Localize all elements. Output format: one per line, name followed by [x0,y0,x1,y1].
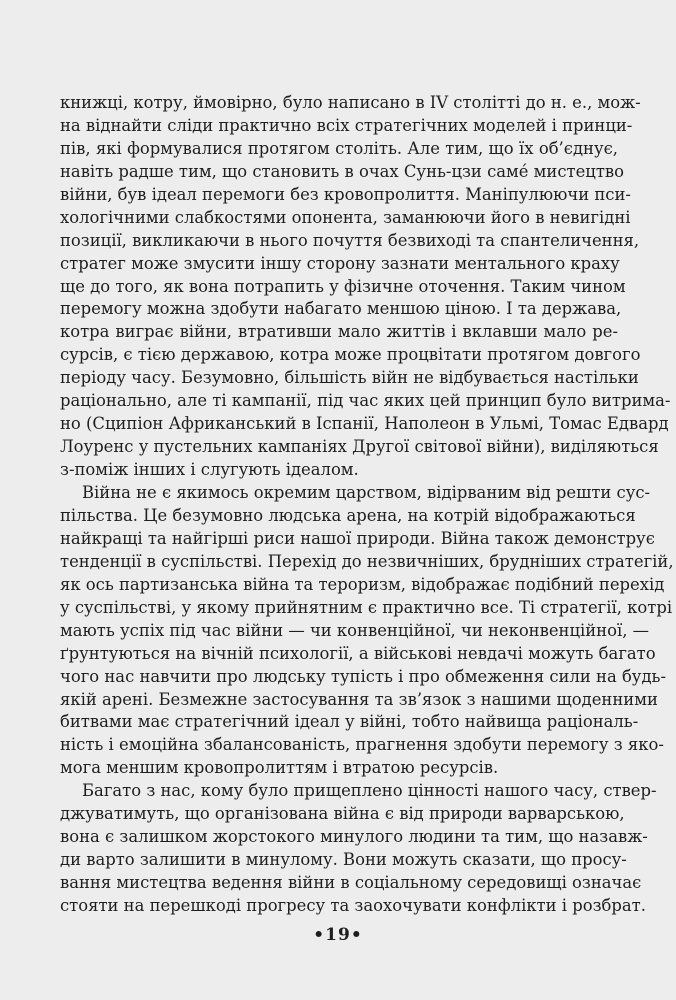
paragraph-first-line: Війна не є якимось окремим царством, відірваним від решти сус- [82,483,651,503]
text-line: у суспільстві, у якому прийнятним є практично все. Ті стратегії, котрі [60,597,673,617]
text-line: книжці, котру, ймовірно, було написано в IV столітті до н. е., мож- [60,93,641,112]
text-line: стратег може змусити іншу сторону зазнати ментального краху [60,253,620,273]
text-line: битвами має стратегічний ідеал у війні, тобто найвища раціональ- [60,712,639,732]
text-line: ди варто залишити в минулому. Вони можуть сказати, що просу- [60,850,627,870]
text-line: позиції, викликаючи в нього почуття безвиході та спантеличення, [60,230,640,250]
text-line: сурсів, є тією державою, котра може процвітати протягом довгого [60,345,641,365]
text-line: пільства. Це безумовно людська арена, на котрій відображаються [60,505,636,525]
text-line: навіть радше тим, що становить в очах Сунь-цзи саме́ мистецтво [60,161,625,181]
text-line: найкращі та найгірші риси нашої природи. Війна також демонструє [60,528,655,548]
text-line: котра виграє війни, втративши мало життів і вклавши мало ре- [60,322,618,342]
text-line: вона є залишком жорстокого минулого людини та тим, що назавж- [60,827,648,847]
page-number: •19• [313,925,363,945]
text-line: якій арені. Безмежне застосування та зв’язок з нашими щоденними [60,689,658,709]
paragraph-first-line: Багато з нас, кому було прищеплено цінності нашого часу, ствер- [82,781,657,801]
text-line: вання мистецтва ведення війни в соціальному середовищі означає [60,873,642,893]
text-line: як ось партизанська війна та тероризм, відображає подібний перехід [60,574,665,594]
text-line: хологічними слабкостями опонента, заманюючи його в невигідні [60,207,631,227]
text-line: стояти на перешкоді прогресу та заохочувати конфлікти і розбрат. [60,896,646,915]
text-line: війни, був ідеал перемоги без кровопролиття. Маніпулюючи пси- [60,184,631,204]
text-line: но (Сципіон Африканський в Іспанії, Наполеон в Ульмі, Томас Едвард [60,414,669,434]
text-line: ґрунтуються на вічній психології, а військові невдачі можуть багато [60,643,656,663]
text-line: мають успіх під час війни — чи конвенційної, чи неконвенційної, — [60,620,650,640]
text-line: джуватимуть, що організована війна є від природи варварською, [60,804,625,824]
text-line: мога меншим кровопролиттям і втратою ресурсів. [60,758,499,778]
text-line: чого нас навчити про людську тупість і про обмеження сили на будь- [60,666,667,686]
text-line: на віднайти сліди практично всіх стратегічних моделей і принци- [60,115,633,135]
text-line: пів, які формувалися протягом століть. Але тим, що їх об’єднує, [60,138,618,158]
text-line: тенденції в суспільстві. Перехід до незвичніших, брудніших стратегій, [60,551,674,571]
text-line: ще до того, як вона потрапить у фізичне оточення. Таким чином [60,276,626,296]
text-line: періоду часу. Безумовно, більшість війн не відбувається настільки [60,368,639,388]
text-line: ність і емоційна збалансованість, прагнення здобути перемогу з яко- [60,735,664,755]
text-line: з-поміж інших і слугують ідеалом. [60,460,359,480]
text-line: Лоуренс у пустельних кампаніях Другої світової війни), виділяються [60,437,659,457]
text-line: раціонально, але ті кампанії, під час яких цей принцип було витрима- [60,391,671,411]
text-line: перемогу можна здобути набагато меншою ціною. І та держава, [60,299,622,319]
